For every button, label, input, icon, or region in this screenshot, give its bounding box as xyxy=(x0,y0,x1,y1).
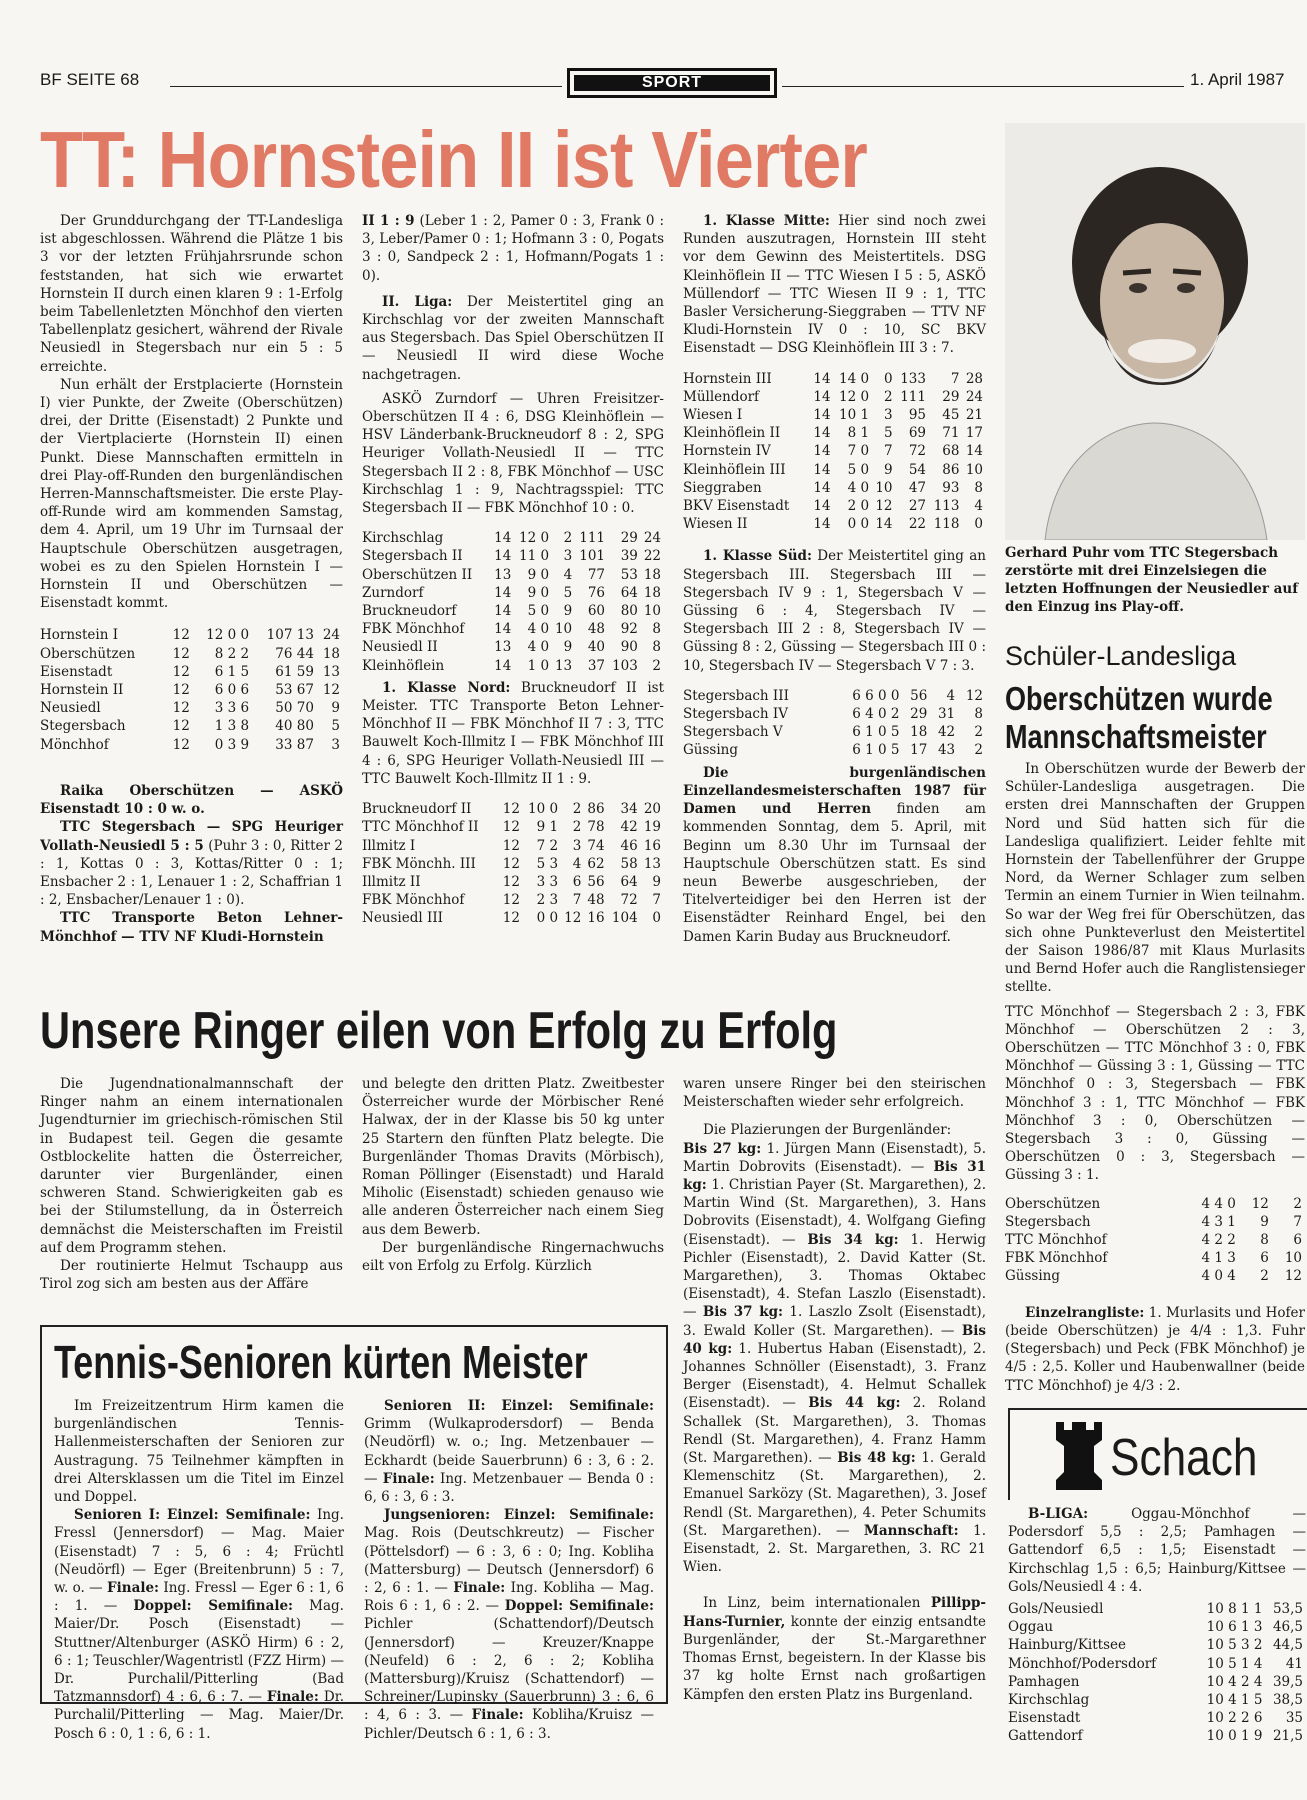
schueler-kicker: Schüler-Landesliga xyxy=(1005,641,1237,671)
tt-paragraph: II 1 : 9 (Leber 1 : 2, Pamer 0 : 3, Frank 0 : 3, Leber/Pamer 0 : 1; Hofmann 3 : 0, Pogats 3 : 0, Sandpeck 2 : 1, Hofmann/Pogats 1 : 0). xyxy=(362,213,665,284)
tt-mitte-table xyxy=(683,370,986,534)
header-rule-right xyxy=(782,86,1184,87)
schueler-column xyxy=(1005,760,1305,1395)
table-row: Neusiedl II 13 4 0 9 40 90 8 xyxy=(362,639,661,656)
portrait-illustration xyxy=(1005,123,1305,540)
table-row: Güssing 4 0 4 2 12 xyxy=(1005,1268,1302,1285)
ringer-paragraph: Der routinierte Helmut Tschaupp aus Tirol zog sich am besten aus der Affäre xyxy=(40,1258,343,1293)
chess-column xyxy=(1008,1505,1306,1746)
table-row: Gols/Neusiedl 10 8 1 1 53,5 xyxy=(1008,1601,1303,1618)
table-row: TTC Mönchhof 4 2 2 8 6 xyxy=(1005,1232,1302,1249)
table-row: Stegersbach 4 3 1 9 7 xyxy=(1005,1213,1302,1230)
table-row: FBK Mönchhof 4 1 3 6 10 xyxy=(1005,1250,1302,1267)
table-row: Gattendorf 10 0 1 9 21,5 xyxy=(1008,1728,1303,1745)
tt-paragraph: 1. Klasse Mitte: Hier sind noch zwei Runden auszutragen, Hornstein III steht vor dem Gewinn des Meistertitels. DSG Kleinhöflein II — TTC Wiesen I 5 : 5, ASKÖ Müllendorf — TTC Wiesen II 9 : 1, TTC Basler Versicherung-Sieggraben — TTV NF Kludi-Hornstein IV 0 : 10, SC BKV Eisenstadt — DSG Kleinhöflein III 3 : 7. xyxy=(683,213,986,357)
tt-paragraph: II. Liga: Der Meistertitel ging an Kirchschlag vor der zweiten Mannschaft aus Stegersbach. Das Spiel Oberschützen II — Neusiedl II wird diese Woche nachgetragen. xyxy=(362,293,664,383)
table-row: BKV Eisenstadt 14 2 0 12 27 113 4 xyxy=(683,498,983,515)
table-row: Eisenstadt 10 2 2 6 35 xyxy=(1008,1710,1303,1727)
table-row: FBK Mönchhof 12 2 3 7 48 72 7 xyxy=(362,892,661,909)
section-box xyxy=(567,68,777,98)
schueler-ranking: Einzelrangliste: 1. Murlasits und Hofer (beide Oberschützen) je 4/4 : 1,3. Fuhr (Stegersbach) und Peck (FBK Mönchhof) je 4/5 : 2,5. Koller und Haubenwallner (beide TTC Mönchhof) je 4/3 : 2. xyxy=(1005,1304,1305,1394)
tt-nord-table xyxy=(362,800,664,927)
table-row: Illmitz I 12 7 2 3 74 46 16 xyxy=(362,837,661,854)
photo-caption: Gerhard Puhr vom TTC Stegersbach zerstörte mit drei Einzelsiegen die letzten Hoffnungen der Neusiedler auf den Einzug ins Play-off. xyxy=(1005,545,1299,615)
schueler-results: TTC Mönchhof — Stegersbach 2 : 3, FBK Mönchhof — Oberschützen 2 : 3, Oberschützen — TTC Mönchhof 3 : 0, FBK Mönchhof — Güssing 3 : 1, Güssing — TTC Mönchhof 0 : 3, Stegersbach — FBK Mönchhof 3 : 1, TTC Mönchhof — FBK Mönchhof 3 : 0, Oberschützen — Stegersbach 3 : 0, Güssing — Oberschützen 0 : 3, Stegersbach — Güssing 3 : 1. xyxy=(1005,1003,1305,1184)
ringer-paragraph: Der burgenländische Ringernachwuchs eilt von Erfolg zu Erfolg. Kürzlich xyxy=(362,1239,664,1275)
tt-landesliga-table xyxy=(40,626,343,753)
table-row: Kleinhöflein 14 1 0 13 37 103 2 xyxy=(362,657,661,674)
table-row: Kleinhöflein II 14 8 1 5 69 71 17 xyxy=(683,425,983,442)
section-label: SPORT xyxy=(574,75,770,91)
table-row: Hornstein III 14 14 0 0 133 7 28 xyxy=(683,370,983,387)
schueler-paragraph: In Oberschützen wurde der Bewerb der Schüler-Landesliga ausgetragen. Die ersten drei Mannschaften der Gruppen Nord und Süd hatten sich für die Landesliga qualifiziert. Leider fehlte mit Hornstein der Tabellenführer der Gruppe Nord, da Werner Schlager zum selben Termin an einem Turnier in Wien teilnahm. So war der Weg frei für Oberschützen, das sich ohne Punkteverlust den Meistertitel der Saison 1986/87 mit Klaus Murlasits und Bernd Hofer auch die Ranglistensieger stellte. xyxy=(1005,761,1305,996)
tennis-column-2 xyxy=(364,1397,654,1743)
table-row: Kirchschlag 14 12 0 2 111 29 24 xyxy=(362,530,661,547)
tt-liga-table xyxy=(362,529,664,675)
table-row: FBK Mönchhof 14 4 0 10 48 92 8 xyxy=(362,621,661,638)
tt-column-1 xyxy=(40,212,343,946)
chess-table xyxy=(1008,1600,1306,1746)
table-row: Neusiedl 12 3 3 6 50 70 9 xyxy=(40,700,340,717)
table-row: Hornstein II 12 6 0 6 53 67 12 xyxy=(40,682,340,699)
table-row: Sieggraben 14 4 0 10 47 93 8 xyxy=(683,479,983,496)
table-row: Mönchhof 12 0 3 9 33 87 3 xyxy=(40,736,340,753)
table-row: Kleinhöflein III 14 5 0 9 54 86 10 xyxy=(683,461,983,478)
tt-paragraph: ASKÖ Zurndorf — Uhren Freisitzer-Oberschützen II 4 : 6, DSG Kleinhöflein — HSV Länderbank-Bruckneudorf 8 : 2, SPG Heuriger Vollath-Neusiedl II — TTC Stegersbach II 2 : 8, FBK Mönchhof — USC Kirchschlag 1 : 9, Nachtragsspiel: TTC Stegersbach II — FBK Mönchhof 10 : 0. xyxy=(362,390,664,517)
table-row: Oberschützen 12 8 2 2 76 44 18 xyxy=(40,645,340,662)
tt-sued-table xyxy=(683,687,986,760)
tt-headline: TT: Hornstein II ist Vierter xyxy=(40,115,867,204)
table-row: Stegersbach V 6 1 0 5 18 42 2 xyxy=(683,724,983,741)
tt-result: TTC Transporte Beton Lehner-Mönchhof — TTV NF Kludi-Hornstein xyxy=(40,910,343,945)
player-photo xyxy=(1005,123,1305,540)
table-row: Hornstein I 12 12 0 0 107 13 24 xyxy=(40,627,340,644)
table-row: FBK Mönchh. III 12 5 3 4 62 58 13 xyxy=(362,855,661,872)
tennis-paragraph: Senioren II: Einzel: Semifinale: Grimm (Wulkaprodersdorf) — Benda (Neudörfl) w. o.; Ing. Metzenbauer — Eckhardt (beide Sauerbrunn) 6 : 3, 6 : 2. — Finale: Ing. Metzenbauer — Benda 0 : 6, 6 : 3, 6 : 3. xyxy=(364,1398,654,1506)
table-row: Hornstein IV 14 7 0 7 72 68 14 xyxy=(683,443,983,460)
table-row: Bruckneudorf 14 5 0 9 60 80 10 xyxy=(362,603,661,620)
table-row: Illmitz II 12 3 3 6 56 64 9 xyxy=(362,873,661,890)
table-row: Bruckneudorf II 12 10 0 2 86 34 20 xyxy=(362,801,661,818)
table-row: Pamhagen 10 4 2 4 39,5 xyxy=(1008,1673,1303,1690)
ringer-paragraph: waren unsere Ringer bei den steirischen Meisterschaften wieder sehr erfolgreich. xyxy=(683,1076,986,1111)
ringer-paragraph: In Linz, beim internationalen Pillipp-Hans-Turnier, konnte der einzig entsandte Burgenländer, der St.-Margarethner Thomas Ernst, begeistern. In der Klasse bis 37 kg holte Ernst nach großartigen Kämpfen den ersten Platz ins Burgenland. xyxy=(683,1595,986,1703)
tennis-box xyxy=(40,1325,668,1742)
chess-rook-icon xyxy=(1050,1420,1108,1492)
table-row: Kirchschlag 10 4 1 5 38,5 xyxy=(1008,1692,1303,1709)
tennis-column-1 xyxy=(54,1397,344,1743)
tt-result: Raika Oberschützen — ASKÖ Eisenstadt 10 : 0 w. o. xyxy=(40,782,343,818)
ringer-column-3 xyxy=(683,1075,986,1704)
table-row: Wiesen I 14 10 1 3 95 45 21 xyxy=(683,407,983,424)
table-row: Oggau 10 6 1 3 46,5 xyxy=(1008,1619,1303,1636)
tt-column-2 xyxy=(362,212,664,928)
ringer-headline: Unsere Ringer eilen von Erfolg zu Erfolg xyxy=(40,1002,838,1060)
table-row: Oberschützen 4 4 0 12 2 xyxy=(1005,1195,1302,1212)
tennis-paragraph: Jungsenioren: Einzel: Semifinale: Mag. Rois (Deutschkreutz) — Fischer (Pöttelsdorf) — 6 : 3, 6 : 0; Ing. Kobliha (Mattersburg) — Deutsch (Jennersdorf) 6 : 2, 6 : 1. — Finale: Ing. Kobliha — Mag. Rois 6 : 1, 6 : 2. — Doppel: Semifinale: Pichler (Schattendorf)/Deutsch (Jennersdorf) — Kreuzer/Knappe (Neufeld) 6 : 2, 6 : 2; Kobliha (Mattersburg)/Kruisz (Schattendorf) — Schreiner/Lupinsky (Sauerbrunn) 3 : 6, 6 : 4, 6 : 3. — Finale: Kobliha/Kruisz — Pichler/Deutsch 6 : 1, 6 : 3. xyxy=(364,1507,655,1742)
tt-result: TTC Stegersbach — SPG Heuriger Vollath-Neusiedl 5 : 5 (Puhr 3 : 0, Ritter 2 : 1, Kottas 0 : 3, Kottas/Ritter 0 : 1; Ensbacher 2 : 1, Lenauer 1 : 2, Schaffrian 1 : 2, Ensbacher/Lenauer 1 : 0). xyxy=(40,819,343,909)
table-row: Oberschützen II 13 9 0 4 77 53 18 xyxy=(362,566,661,583)
tt-paragraph: Nun erhält der Erstplacierte (Hornstein I) vier Punkte, der Zweite (Oberschützen) drei, der Dritte (Eisenstadt) 2 Punkte und der Viertplacierte (Hornstein II) einen Punkt. Diese Mannschaften ermitteln in drei Play-off-Runden den burgenländischen Herren-Mannschaftsmeister. Die erste Play-off-Runde wird am kommenden Samstag, dem 4. April, um 19 Uhr im Turnsaal der Hauptschule Oberschützen ausgetragen, wobei es zu den Spielen Hornstein I — Hornstein II und Oberschützen — Eisenstadt kommt. xyxy=(40,376,343,612)
ringer-placings: Bis 27 kg: 1. Jürgen Mann (Eisenstadt), 5. Martin Dobrovits (Eisenstadt). — Bis 31 kg: 1. Christian Payer (St. Margarethen), 2. Martin Wind (St. Margarethen), 3. Hans Dobrovits (Eisenstadt), 4. Wolfgang Giefing (Eisenstadt). — Bis 34 kg: 1. Herwig Pichler (Eisenstadt), 2. David Katter (St. Margarethen), 3. Thomas Oktabec (Eisenstadt), 4. Stefan Laszlo (Eisenstadt). — Bis 37 kg: 1. Laszlo Zsolt (Eisenstadt), 3. Ewald Koller (St. Margarethen). — Bis 40 kg: 1. Hubertus Haban (Eisenstadt), 2. Johannes Schnöller (Eisenstadt), 3. Franz Berger (Eisenstadt), 4. Helmut Schallek (Eisenstadt). — Bis 44 kg: 2. Roland Schallek (St. Margarethen), 3. Thomas Rendl (St. Margarethen), 4. Franz Hamm (St. Margarethen). — Bis 48 kg: 1. Gerald Klemenschitz (St. Margarethen), 2. Emanuel Sarközy (St. Magarethen), 3. Josef Rendl (St. Margarethen), 4. Peter Schumits (St. Margarethen). — Mannschaft: 1. Eisenstadt, 2. St. Margarethen, 3. RC 21 Wien. xyxy=(683,1140,986,1576)
tennis-paragraph: Senioren I: Einzel: Semifinale: Ing. Fressl (Jennersdorf) — Mag. Maier (Eisenstadt) 7 : 5, 6 : 4; Früchtl (Neudörfl) — Eger (Breitenbrunn) 5 : 7, w. o. — Finale: Ing. Fressl — Eger 6 : 1, 6 : 1. — Doppel: Semifinale: Mag. Maier/Dr. Posch (Eisenstadt) — Stuttner/Altenburger (ASKÖ Hirm) 6 : 2, 6 : 1; Teuschler/Wagentristl (FZZ Hirm) — Dr. Purchalil/Pitterling (Bad Tatzmannsdorf) 4 : 6, 6 : 7. — Finale: Dr. Purchalil/Pitterling — Mag. Maier/Dr. Posch 6 : 0, 1 : 6, 6 : 1. xyxy=(54,1507,344,1742)
tt-paragraph: Die burgenländischen Einzellandesmeisterschaften 1987 für Damen und Herren finden am kommenden Sonntag, dem 5. April, mit Beginn um 8.30 Uhr im Turnsaal der Hauptschule Oberschützen statt. Es sind neun Bewerbe ausgeschrieben, der Titelverteidiger bei den Herren ist der Eisenstädter Reinhard Engel, bei den Damen Karin Buday aus Bruckneudorf. xyxy=(683,764,986,945)
table-row: Zurndorf 14 9 0 5 76 64 18 xyxy=(362,584,661,601)
table-row: Stegersbach 12 1 3 8 40 80 5 xyxy=(40,718,340,735)
tt-paragraph: 1. Klasse Nord: Bruckneudorf II ist Meister. TTC Transporte Beton Lehner-Mönchhof II — FBK Mönchhof II 7 : 3, TTC Bauwelt Koch-Illmitz I — FBK Mönchhof III 4 : 6, SPG Heuriger Vollath-Neusiedl III — TTC Bauwelt Koch-Illmitz II 1 : 9. xyxy=(362,679,664,787)
table-row: Hainburg/Kittsee 10 5 3 2 44,5 xyxy=(1008,1637,1303,1654)
tennis-paragraph: Im Freizeitzentrum Hirm kamen die burgenländischen Tennis-Hallenmeisterschaften der Senioren zur Austragung. 75 Teilnehmer kämpften in drei Altersklassen um die Titel im Einzel und Doppel. xyxy=(54,1398,344,1506)
tt-paragraph: 1. Klasse Süd: Der Meistertitel ging an Stegersbach III. Stegersbach III — Stegersbach IV 9 : 1, Stegersbach V — Güssing 6 : 4, Stegersbach IV — Stegersbach III 2 : 8, Stegersbach IV — Güssing 8 : 2, Güssing — Stegersbach III 0 : 10, Stegersbach IV — Stegersbach V 7 : 3. xyxy=(683,548,986,674)
table-row: Güssing 6 1 0 5 17 43 2 xyxy=(683,742,983,759)
table-row: Neusiedl III 12 0 0 12 16 104 0 xyxy=(362,910,661,927)
ringer-column-2 xyxy=(362,1075,664,1275)
schueler-headline-2: Mannschaftsmeister xyxy=(1005,718,1267,755)
table-row: Müllendorf 14 12 0 2 111 29 24 xyxy=(683,388,983,405)
ringer-column-1 xyxy=(40,1075,343,1293)
table-row: TTC Mönchhof II 12 9 1 2 78 42 19 xyxy=(362,819,661,836)
table-row: Stegersbach IV 6 4 0 2 29 31 8 xyxy=(683,706,983,723)
ringer-paragraph: Die Jugendnationalmannschaft der Ringer nahm an einem internationalen Jugendturnier im griechisch-römischen Stil in Budapest teil. Gegen die gesamte Ostblockelite hatten die Österreicher, darunter vier Burgenländer, einen schweren Stand. Schwierigkeiten gab es bei der Stilumstellung, da in Österreich demnächst die Meisterschaften im Freistil auf dem Programm stehen. xyxy=(40,1076,343,1256)
header-rule-left xyxy=(170,86,562,87)
schueler-headline-1: Oberschützen wurde xyxy=(1005,680,1273,717)
table-row: Eisenstadt 12 6 1 5 61 59 13 xyxy=(40,663,340,680)
issue-date: 1. April 1987 xyxy=(1190,70,1285,89)
chess-header xyxy=(1008,1408,1307,1500)
page-label: BF SEITE 68 xyxy=(40,70,140,89)
table-row: Stegersbach II 14 11 0 3 101 39 22 xyxy=(362,548,661,565)
tennis-headline: Tennis-Senioren kürten Meister xyxy=(54,1336,588,1388)
table-row: Stegersbach III 6 6 0 0 56 4 12 xyxy=(683,687,983,704)
tt-paragraph: Der Grunddurchgang der TT-Landesliga ist abgeschlossen. Während die Plätze 1 bis 3 vor der letzten Frühjahrsrunde schon feststanden, hat sich wie erwartet Hornstein II durch einen klaren 9 : 1-Erfolg beim Tabellenletzten Mönchhof den vierten Tabellenplatz gesichert, während der Rivale Neusiedl in Stegersbach nur ein 5 : 5 erreichte. xyxy=(40,213,343,375)
chess-title: Schach xyxy=(1110,1429,1258,1487)
ringer-paragraph: Die Plazierungen der Burgenländer: xyxy=(703,1122,952,1139)
table-row: Mönchhof/Podersdorf 10 5 1 4 41 xyxy=(1008,1655,1303,1672)
ringer-paragraph: und belegte den dritten Platz. Zweitbester Österreicher wurde der Mörbischer René Halwax, der in der Klasse bis 50 kg unter 25 Startern den fünften Platz belegte. Die Burgenländer Thomas Dravits (Mörbisch), Roman Pöllinger (Eisenstadt) und Harald Miholic (Eisenstadt) schieden genauso wie alle anderen Österreicher nach einem Sieg aus dem Bewerb. xyxy=(362,1076,664,1238)
schueler-table xyxy=(1005,1195,1305,1286)
table-row: Wiesen II 14 0 0 14 22 118 0 xyxy=(683,516,983,533)
tt-column-3 xyxy=(683,212,986,946)
chess-results: B-LIGA: Oggau-Mönchhof — Podersdorf 5,5 : 2,5; Pamhagen — Gattendorf 6,5 : 1,5; Eisenstadt — Kirchschlag 1,5 : 6,5; Hainburg/Kittsee — Gols/Neusiedl 4 : 4. xyxy=(1008,1506,1306,1595)
